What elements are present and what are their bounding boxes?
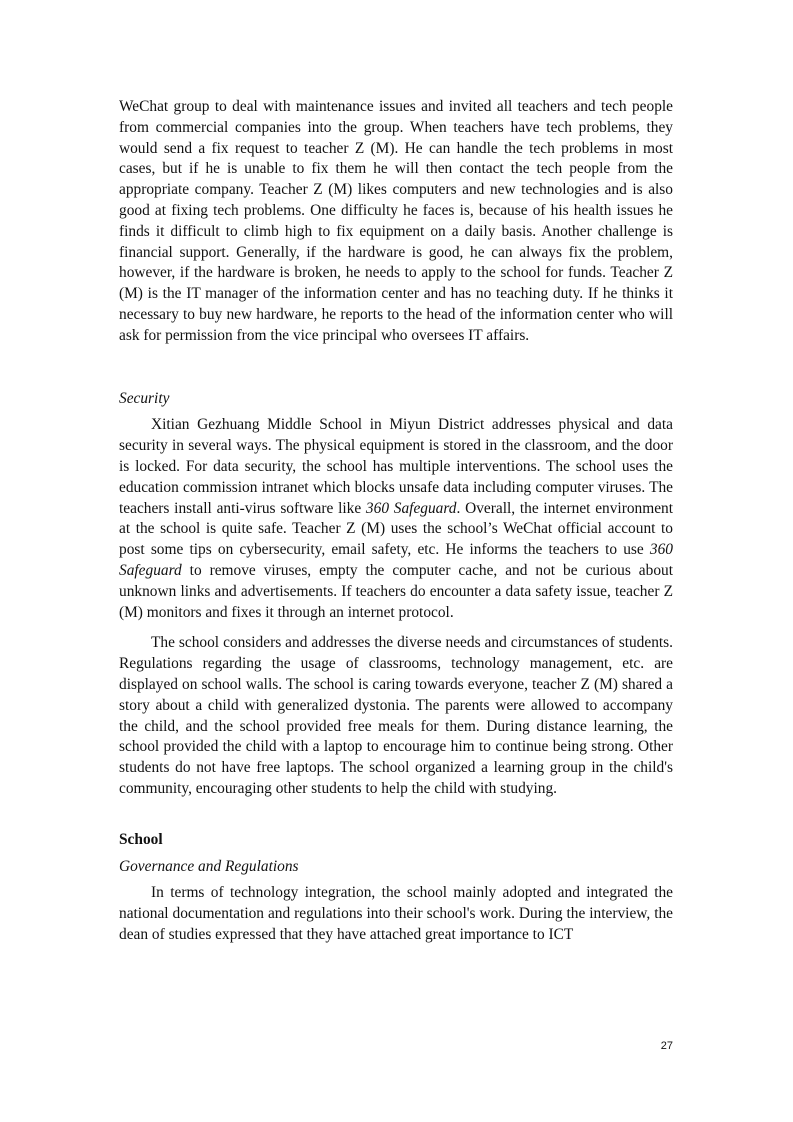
security-text-2: . Overall, the internet environment at the school is quite safe. Teacher Z (M) uses the school’s WeChat official account to post some tips on cybersecurity, email safety, etc. He informs the teachers to use bbox=[119, 499, 673, 559]
heading-school: School bbox=[119, 830, 163, 848]
paragraph-diverse-needs: The school considers and addresses the diverse needs and circumstances of students. Regulations regarding the usage of classrooms, technology management, etc. are displayed on school walls. The school is caring towards everyone, teacher Z (M) shared a story about a child with generalized dystonia. The parents were allowed to accompany the child, and the school provided free meals for them. During distance learning, the school provided the child with a laptop to encourage him to continue being strong. Other students do not have free laptops. The school organized a learning group in the child's community, encouraging other students to help the child with studying. bbox=[119, 634, 673, 797]
paragraph-governance: In terms of technology integration, the school mainly adopted and integrated the national documentation and regulations into their school's work. During the interview, the dean of studies expressed that they have attached great importance to ICT bbox=[119, 884, 673, 943]
page-number: 27 bbox=[660, 1040, 673, 1052]
document-body bbox=[119, 97, 673, 946]
paragraph-maintenance: WeChat group to deal with maintenance issues and invited all teachers and tech people from commercial companies into the group. When teachers have tech problems, they would send a fix request to teacher Z (M). He can handle the tech problems in most cases, but if he is unable to fix them he will then contact the tech people from the appropriate company. Teacher Z (M) likes computers and new technologies and is also good at fixing tech problems. One difficulty he faces is, because of his health issues he finds it difficult to climb high to fix equipment on a daily basis. Another challenge is financial support. Generally, if the hardware is good, he can always fix the problem, however, if the hardware is broken, he needs to apply to the school for funds. Teacher Z (M) is the IT manager of the information center and has no teaching duty. If he thinks it necessary to buy new hardware, he reports to the head of the information center who will ask for permission from the vice principal who oversees IT affairs. bbox=[119, 98, 673, 344]
security-text-1: Xitian Gezhuang Middle School in Miyun District addresses physical and data security in several ways. The physical equipment is stored in the classroom, and the door is locked. For data security, the school has multiple interventions. The school uses the education commission intranet which blocks unsafe data including computer viruses. The teachers install anti-virus software like bbox=[119, 416, 673, 517]
paragraph-security bbox=[119, 415, 673, 623]
software-name-1: 360 Safeguard bbox=[365, 499, 457, 517]
heading-security: Security bbox=[119, 389, 170, 407]
software-name-2: 360 Safeguard bbox=[119, 541, 673, 579]
security-text-3: to remove viruses, empty the computer cache, and not be curious about unknown links and advertisements. If teachers do encounter a data safety issue, teacher Z (M) monitors and fixes it through an internet protocol. bbox=[119, 561, 673, 621]
heading-governance: Governance and Regulations bbox=[119, 857, 299, 875]
